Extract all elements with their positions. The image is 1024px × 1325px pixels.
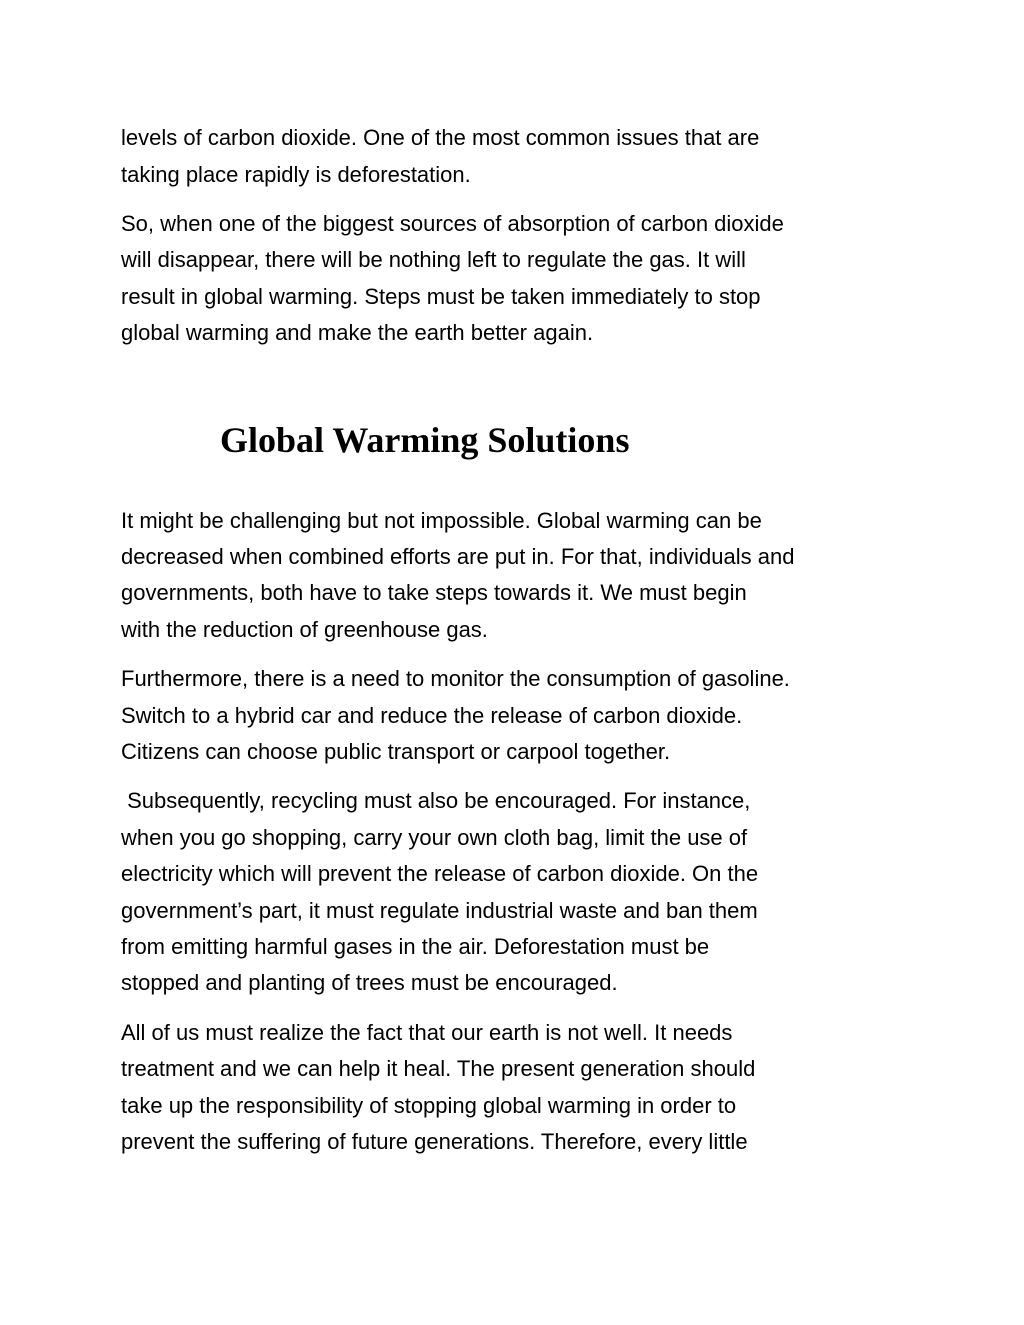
paragraph-line: stopped and planting of trees must be encouraged.	[121, 970, 618, 995]
paragraph-line: prevent the suffering of future generations. Therefore, every little	[121, 1129, 748, 1154]
paragraph-line: levels of carbon dioxide. One of the most common issues that are	[121, 125, 760, 150]
paragraph-line: decreased when combined efforts are put in. For that, individuals and	[121, 544, 795, 569]
paragraph-line: So, when one of the biggest sources of absorption of carbon dioxide	[121, 211, 784, 236]
paragraph-line: government’s part, it must regulate industrial waste and ban them	[121, 898, 758, 923]
paragraph-line: taking place rapidly is deforestation.	[121, 162, 471, 187]
paragraph-line: Furthermore, there is a need to monitor the consumption of gasoline.	[121, 666, 790, 691]
paragraph-line: will disappear, there will be nothing left to regulate the gas. It will	[121, 247, 746, 272]
paragraph-line: All of us must realize the fact that our earth is not well. It needs	[121, 1020, 733, 1045]
section-heading: Global Warming Solutions	[220, 420, 630, 460]
paragraph-line: Subsequently, recycling must also be encouraged. For instance,	[121, 788, 751, 813]
paragraph-line: governments, both have to take steps towards it. We must begin	[121, 580, 747, 605]
paragraph-line: with the reduction of greenhouse gas.	[121, 617, 488, 642]
paragraph-line: Citizens can choose public transport or carpool together.	[121, 739, 671, 764]
paragraph-line: electricity which will prevent the release of carbon dioxide. On the	[121, 861, 759, 886]
paragraph-line: result in global warming. Steps must be taken immediately to stop	[121, 284, 761, 309]
paragraph-line: Switch to a hybrid car and reduce the release of carbon dioxide.	[121, 703, 743, 728]
paragraph-line: global warming and make the earth better again.	[121, 320, 594, 345]
paragraph-line: from emitting harmful gases in the air. Deforestation must be	[121, 934, 710, 959]
paragraph-line: treatment and we can help it heal. The present generation should	[121, 1056, 756, 1081]
paragraph-line: take up the responsibility of stopping global warming in order to	[121, 1093, 737, 1118]
paragraph-line: when you go shopping, carry your own cloth bag, limit the use of	[121, 825, 748, 850]
paragraph-line: It might be challenging but not impossible. Global warming can be	[121, 508, 762, 533]
